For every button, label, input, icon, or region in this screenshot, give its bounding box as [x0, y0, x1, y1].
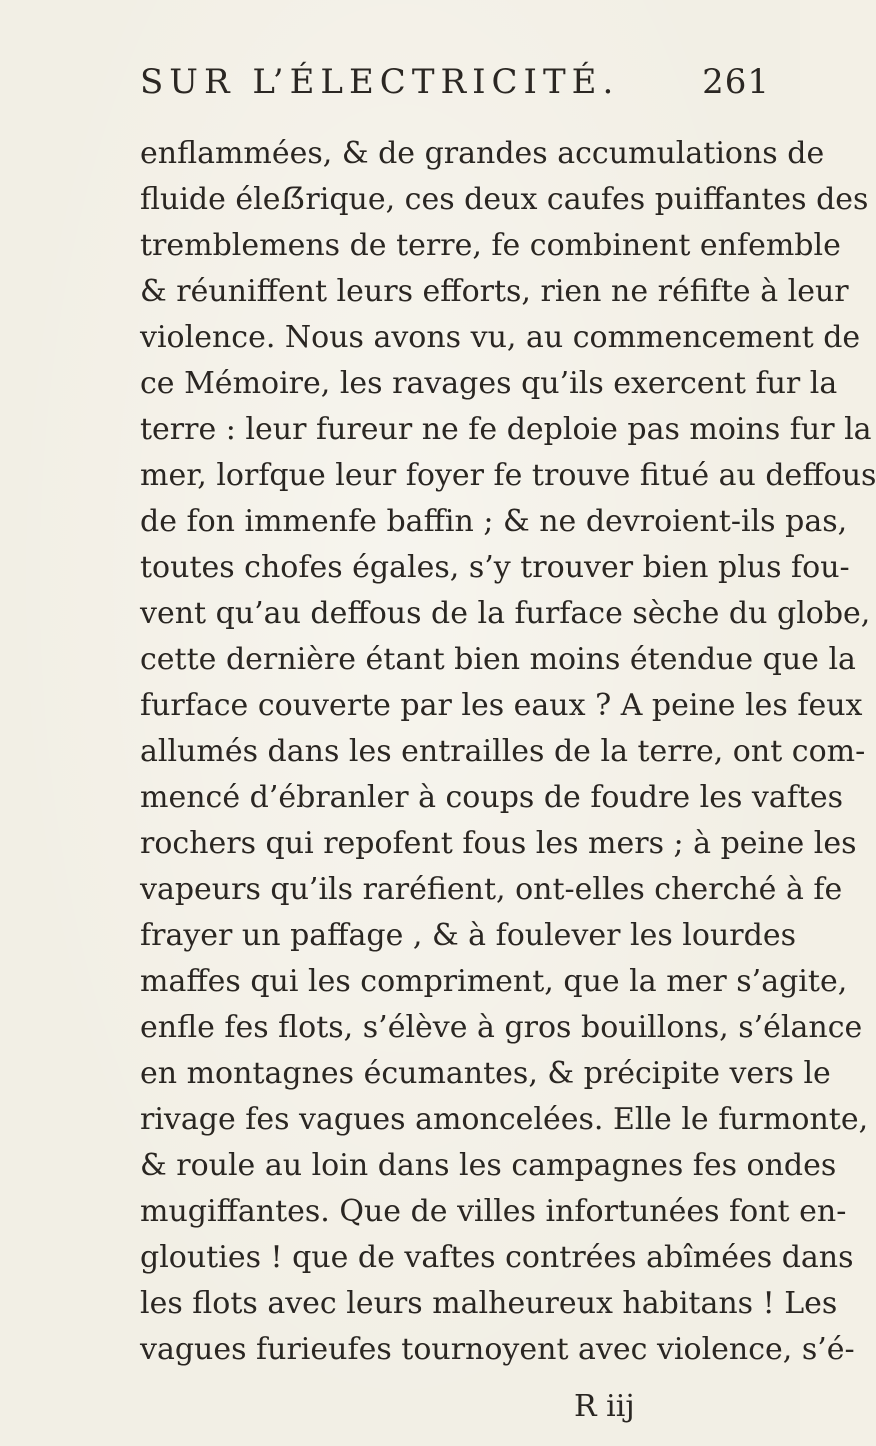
text-line: fluide éleẞrique, ces deux caufes puiffantes des — [140, 182, 869, 217]
text-line: ce Mémoire, les ravages qu’ils exercent fur la — [140, 366, 838, 401]
text-line: allumés dans les entrailles de la terre, ont com- — [140, 734, 866, 769]
running-title: SUR L’ÉLECTRICITÉ. — [140, 62, 620, 102]
text-line: & réuniffent leurs efforts, rien ne réfifte à leur — [140, 274, 849, 309]
text-line: mer, lorfque leur foyer fe trouve fitué au deffous — [140, 458, 876, 493]
text-line: terre : leur fureur ne fe deploie pas moins fur la — [140, 412, 872, 447]
text-line: les flots avec leurs malheureux habitans ! Les — [140, 1286, 838, 1321]
text-line: furface couverte par les eaux ? A peine les feux — [140, 688, 863, 723]
text-line: mencé d’ébranler à coups de foudre les vaftes — [140, 780, 844, 815]
text-line: enflammées, & de grandes accumulations de — [140, 136, 825, 171]
text-line: en montagnes écumantes, & précipite vers le — [140, 1056, 831, 1091]
text-line: glouties ! que de vaftes contrées abîmées dans — [140, 1240, 854, 1275]
signature-mark: R iij — [574, 1389, 635, 1424]
text-line: vapeurs qu’ils raréfient, ont-elles cherché à fe — [140, 872, 843, 907]
text-line: frayer un paffage , & à foulever les lourdes — [140, 918, 796, 953]
text-line: enfle fes flots, s’élève à gros bouillons, s’élance — [140, 1010, 863, 1045]
text-line: maffes qui les compriment, que la mer s’agite, — [140, 964, 848, 999]
text-line: toutes chofes égales, s’y trouver bien plus fou- — [140, 550, 850, 585]
text-line: vagues furieufes tournoyent avec violence, s’é- — [140, 1332, 855, 1367]
text-line: tremblemens de terre, fe combinent enfemble — [140, 228, 841, 263]
text-line: de fon immenfe baffin ; & ne devroient-ils pas, — [140, 504, 848, 539]
text-line: & roule au loin dans les campagnes fes ondes — [140, 1148, 837, 1183]
text-line: rivage fes vagues amoncelées. Elle le furmonte, — [140, 1102, 869, 1137]
text-line: mugiffantes. Que de villes infortunées font en- — [140, 1194, 847, 1229]
text-line: violence. Nous avons vu, au commencement de — [140, 320, 861, 355]
text-line: vent qu’au deffous de la furface sèche du globe, — [140, 596, 871, 631]
text-line: rochers qui repofent fous les mers ; à peine les — [140, 826, 857, 861]
page-number: 261 — [702, 62, 770, 102]
text-line: cette dernière étant bien moins étendue que la — [140, 642, 856, 677]
